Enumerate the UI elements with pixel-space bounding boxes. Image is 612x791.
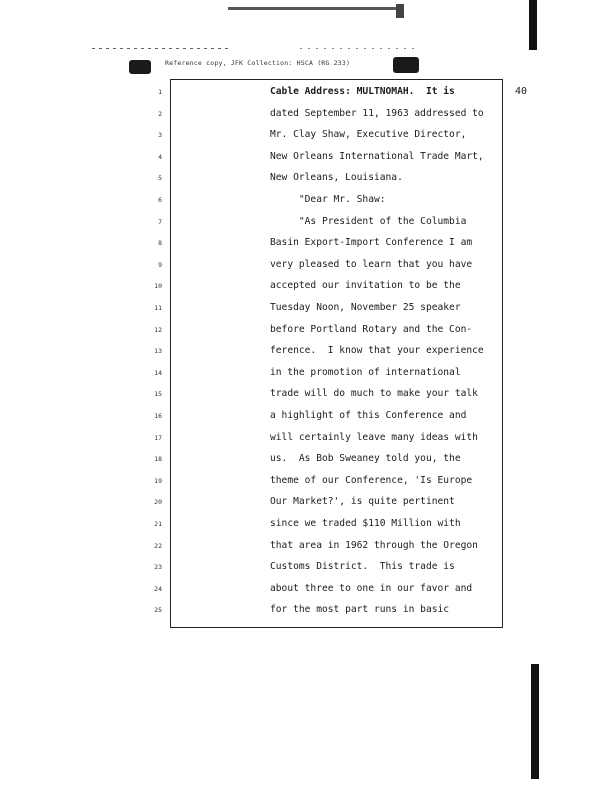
line-number: 24 (154, 584, 162, 593)
transcript-line: us. As Bob Sweaney told you, the (270, 453, 461, 465)
line-number: 17 (154, 433, 162, 442)
scan-blot-left (129, 60, 151, 74)
scan-blot-right (393, 57, 419, 73)
scan-dashes-left (92, 48, 232, 49)
scan-smudge-top (228, 7, 404, 10)
scan-smudge-top-right (396, 4, 404, 18)
line-number: 6 (158, 196, 162, 204)
line-number: 18 (154, 455, 162, 464)
scan-dashes-right (300, 48, 420, 49)
transcript-line: theme of our Conference, 'Is Europe (270, 474, 473, 486)
archive-reference-stamp: Reference copy, JFK Collection: HSCA (RG 233) (165, 59, 351, 67)
line-number: 16 (154, 412, 162, 420)
line-number: 12 (154, 325, 162, 334)
transcript-line: New Orleans International Trade Mart, (270, 150, 484, 162)
line-number: 21 (154, 520, 162, 528)
transcript-line: before Portland Rotary and the Con- (270, 323, 473, 335)
transcript-line: New Orleans, Louisiana. (270, 172, 403, 184)
transcript-line: in the promotion of international (270, 366, 461, 378)
transcript-line: accepted our invitation to be the (270, 280, 461, 292)
transcript-line: Cable Address: MULTNOMAH. It is (270, 86, 455, 97)
line-number: 9 (158, 260, 162, 269)
transcript-line: very pleased to learn that you have (270, 258, 473, 270)
line-number: 4 (158, 152, 162, 161)
line-number: 11 (154, 304, 162, 312)
transcript-line: a highlight of this Conference and (270, 410, 467, 421)
transcript-line: "Dear Mr. Shaw: (270, 194, 386, 205)
line-number: 19 (154, 476, 162, 485)
transcript-line: "As President of the Columbia (270, 215, 467, 227)
line-number: 23 (154, 563, 162, 572)
transcript-line: Mr. Clay Shaw, Executive Director, (270, 129, 467, 141)
line-number: 8 (158, 239, 162, 248)
scan-bar-right-bottom (531, 664, 539, 779)
transcript-line: Our Market?', is quite pertinent (270, 496, 455, 508)
line-number: 22 (154, 541, 162, 550)
transcript-line: Tuesday Noon, November 25 speaker (270, 302, 461, 313)
transcript-line: dated September 11, 1963 addressed to (270, 107, 484, 119)
transcript-line: about three to one in our favor and (270, 582, 473, 594)
line-number: 10 (154, 282, 162, 291)
line-number: 3 (158, 131, 162, 140)
transcript-line: that area in 1962 through the Oregon (270, 539, 478, 551)
line-number: 14 (154, 368, 162, 377)
transcript-line: since we traded $110 Million with (270, 518, 461, 529)
transcript-line: trade will do much to make your talk (270, 388, 478, 400)
line-number: 25 (154, 606, 162, 615)
transcript-line: for the most part runs in basic (270, 604, 450, 616)
line-number: 5 (158, 174, 162, 183)
transcript-line: Basin Export-Import Conference I am (270, 237, 473, 249)
line-number: 15 (154, 390, 162, 399)
line-number: 2 (158, 109, 162, 118)
transcript-line: ference. I know that your experience (270, 345, 484, 357)
scan-bar-right-top (529, 0, 537, 50)
page-number: 40 (515, 86, 528, 97)
line-number: 1 (158, 88, 162, 96)
line-number: 13 (154, 347, 162, 356)
line-number: 7 (158, 217, 162, 226)
line-number: 20 (154, 498, 162, 507)
transcript-line: will certainly leave many ideas with (270, 431, 478, 443)
transcript-line: Customs District. This trade is (270, 561, 455, 573)
